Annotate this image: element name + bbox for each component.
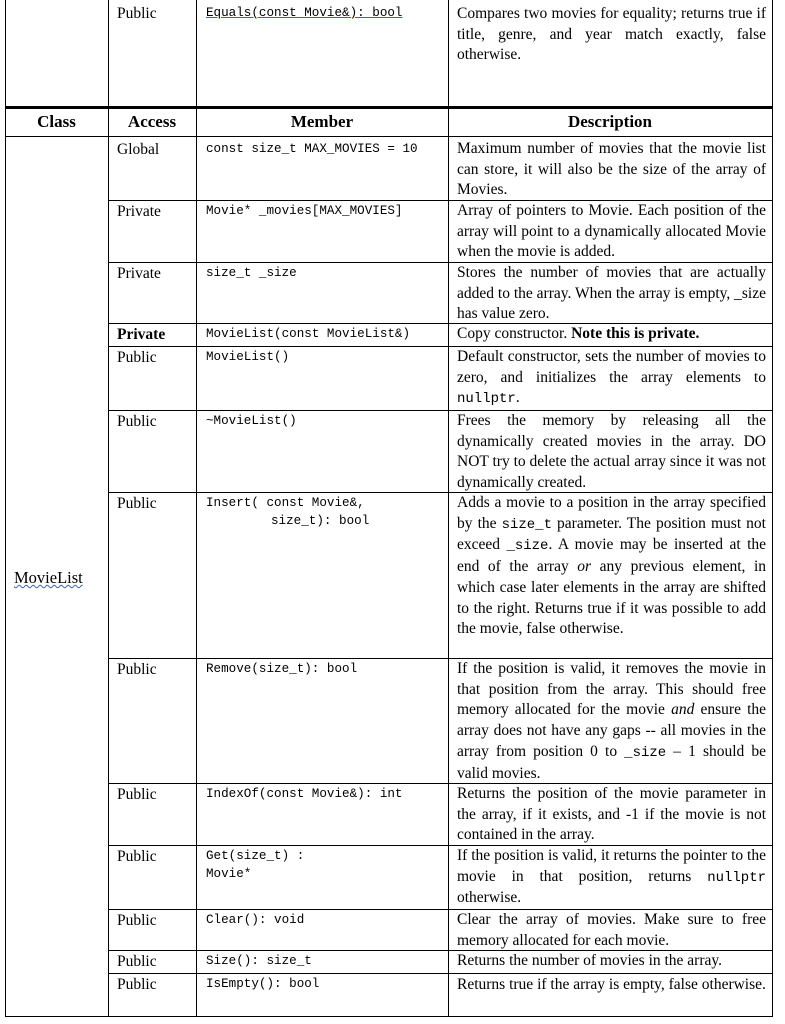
description-cell: Array of pointers to Movie. Each position of the array will point to a dynamically allocated Movie when the movie is added. — [457, 202, 766, 261]
class-name: MovieList — [14, 568, 83, 587]
member-cell: Equals(const Movie&): bool — [206, 6, 403, 20]
description-cell: Returns the position of the movie parameter in the array, if it exists, and -1 if the movie is not contained in the array. — [457, 785, 766, 844]
description-text: If the position is valid, it removes the movie in that position from the array. This should free memory allocated for the movie — [457, 660, 766, 719]
member-cell: Size(): size_t — [206, 954, 312, 968]
header-top-rule — [5, 106, 773, 109]
member-cell: MovieList(const MovieList&) — [206, 327, 411, 341]
access-column-divider — [108, 0, 109, 1017]
access-cell: Public — [117, 786, 157, 803]
description-text: – 1 should be valid movies. — [457, 742, 767, 782]
description-text: If the position is valid, it returns the pointer to the movie in that position, returns — [457, 847, 766, 885]
member-cell: Remove(size_t): bool — [206, 662, 358, 676]
header-bottom-rule — [5, 136, 773, 137]
description-code: nullptr — [457, 391, 516, 408]
description-cell — [457, 846, 766, 909]
member-cell: Clear(): void — [206, 913, 305, 927]
member-cell-line1: Get(size_t) : — [206, 849, 305, 863]
member-column-divider — [196, 0, 197, 1017]
description-code: nullptr — [707, 869, 766, 886]
right-border — [772, 0, 773, 1017]
access-cell: Global — [117, 141, 160, 158]
header-class: Class — [37, 112, 76, 131]
description-text: ensure the array does not have any gaps -- all movies in the array from position 0 to — [457, 701, 767, 760]
description-cell — [457, 659, 766, 784]
description-text: . A movie may be inserted at the end of the array — [457, 536, 766, 576]
description-cell: Clear the array of movies. Make sure to free memory allocated for each movie. — [457, 911, 766, 949]
description-cell: Compares two movies for equality; returns true if title, genre, and year match exactly, false otherwise. — [457, 5, 766, 64]
header-access: Access — [127, 112, 177, 131]
description-cell: Stores the number of movies that are actually added to the array. When the array is empty, _size has value zero. — [457, 264, 766, 323]
description-text: any previous element, in which case later elements in the array are shifted to the right. Returns true if it was possible to add the movie, false otherwise. — [457, 558, 767, 638]
access-cell: Public — [117, 495, 157, 512]
description-cell: Returns the number of movies in the array. — [457, 952, 723, 969]
header-description: Description — [567, 112, 653, 131]
access-cell: Private — [117, 326, 166, 343]
member-cell: IndexOf(const Movie&): int — [206, 787, 403, 801]
member-cell: MovieList() — [206, 350, 290, 364]
description-code: _size — [624, 744, 667, 761]
access-cell: Public — [117, 5, 157, 22]
member-cell-line2: Movie* — [206, 867, 252, 881]
member-cell: const size_t MAX_MOVIES = 10 — [206, 142, 418, 156]
description-cell: Returns true if the array is empty, false otherwise. — [457, 976, 766, 993]
access-cell: Public — [117, 976, 157, 993]
member-cell: size_t _size — [206, 266, 297, 280]
description-text: parameter. The position must not exceed — [457, 514, 766, 554]
description-code: _size — [506, 538, 549, 555]
description-cell: Frees the memory by releasing all the dynamically created movies in the array. DO NOT try to delete the actual array since it was not dynamically created. — [457, 412, 766, 492]
description-column-divider — [448, 0, 449, 1017]
description-cell — [457, 324, 766, 345]
member-cell-line1: Insert( const Movie&, — [206, 496, 365, 510]
left-border — [5, 0, 6, 1017]
description-emphasis: or — [577, 558, 592, 576]
member-cell: IsEmpty(): bool — [206, 977, 320, 991]
access-cell: Public — [117, 953, 157, 970]
description-cell: Maximum number of movies that the movie list can store, it will also be the size of the array of Movies. — [457, 140, 766, 199]
description-text: . — [515, 389, 520, 407]
access-cell: Public — [117, 413, 157, 430]
access-cell: Public — [117, 848, 157, 865]
access-cell: Public — [117, 349, 157, 366]
description-text: Adds a movie to a position in the array specified by the — [457, 494, 766, 532]
access-cell: Private — [117, 265, 161, 282]
description-text: Copy constructor. — [457, 325, 572, 342]
description-note: Note this is private. — [571, 325, 700, 342]
member-cell: Movie* _movies[MAX_MOVIES] — [206, 204, 403, 218]
member-cell: ~MovieList() — [206, 414, 297, 428]
access-cell: Private — [117, 203, 161, 220]
access-cell: Public — [117, 912, 157, 929]
description-code: size_t — [501, 516, 552, 533]
member-cell-line2: size_t): bool — [271, 514, 370, 528]
description-cell — [457, 493, 766, 640]
description-cell — [457, 347, 766, 410]
description-text: otherwise. — [457, 889, 522, 907]
row-divider — [108, 973, 773, 974]
bottom-border — [5, 1016, 773, 1017]
header-member: Member — [290, 112, 354, 131]
description-text: Default constructor, sets the number of movies to zero, and initializes the array elements to — [457, 348, 766, 386]
access-cell: Public — [117, 661, 157, 678]
description-emphasis: and — [671, 701, 695, 719]
